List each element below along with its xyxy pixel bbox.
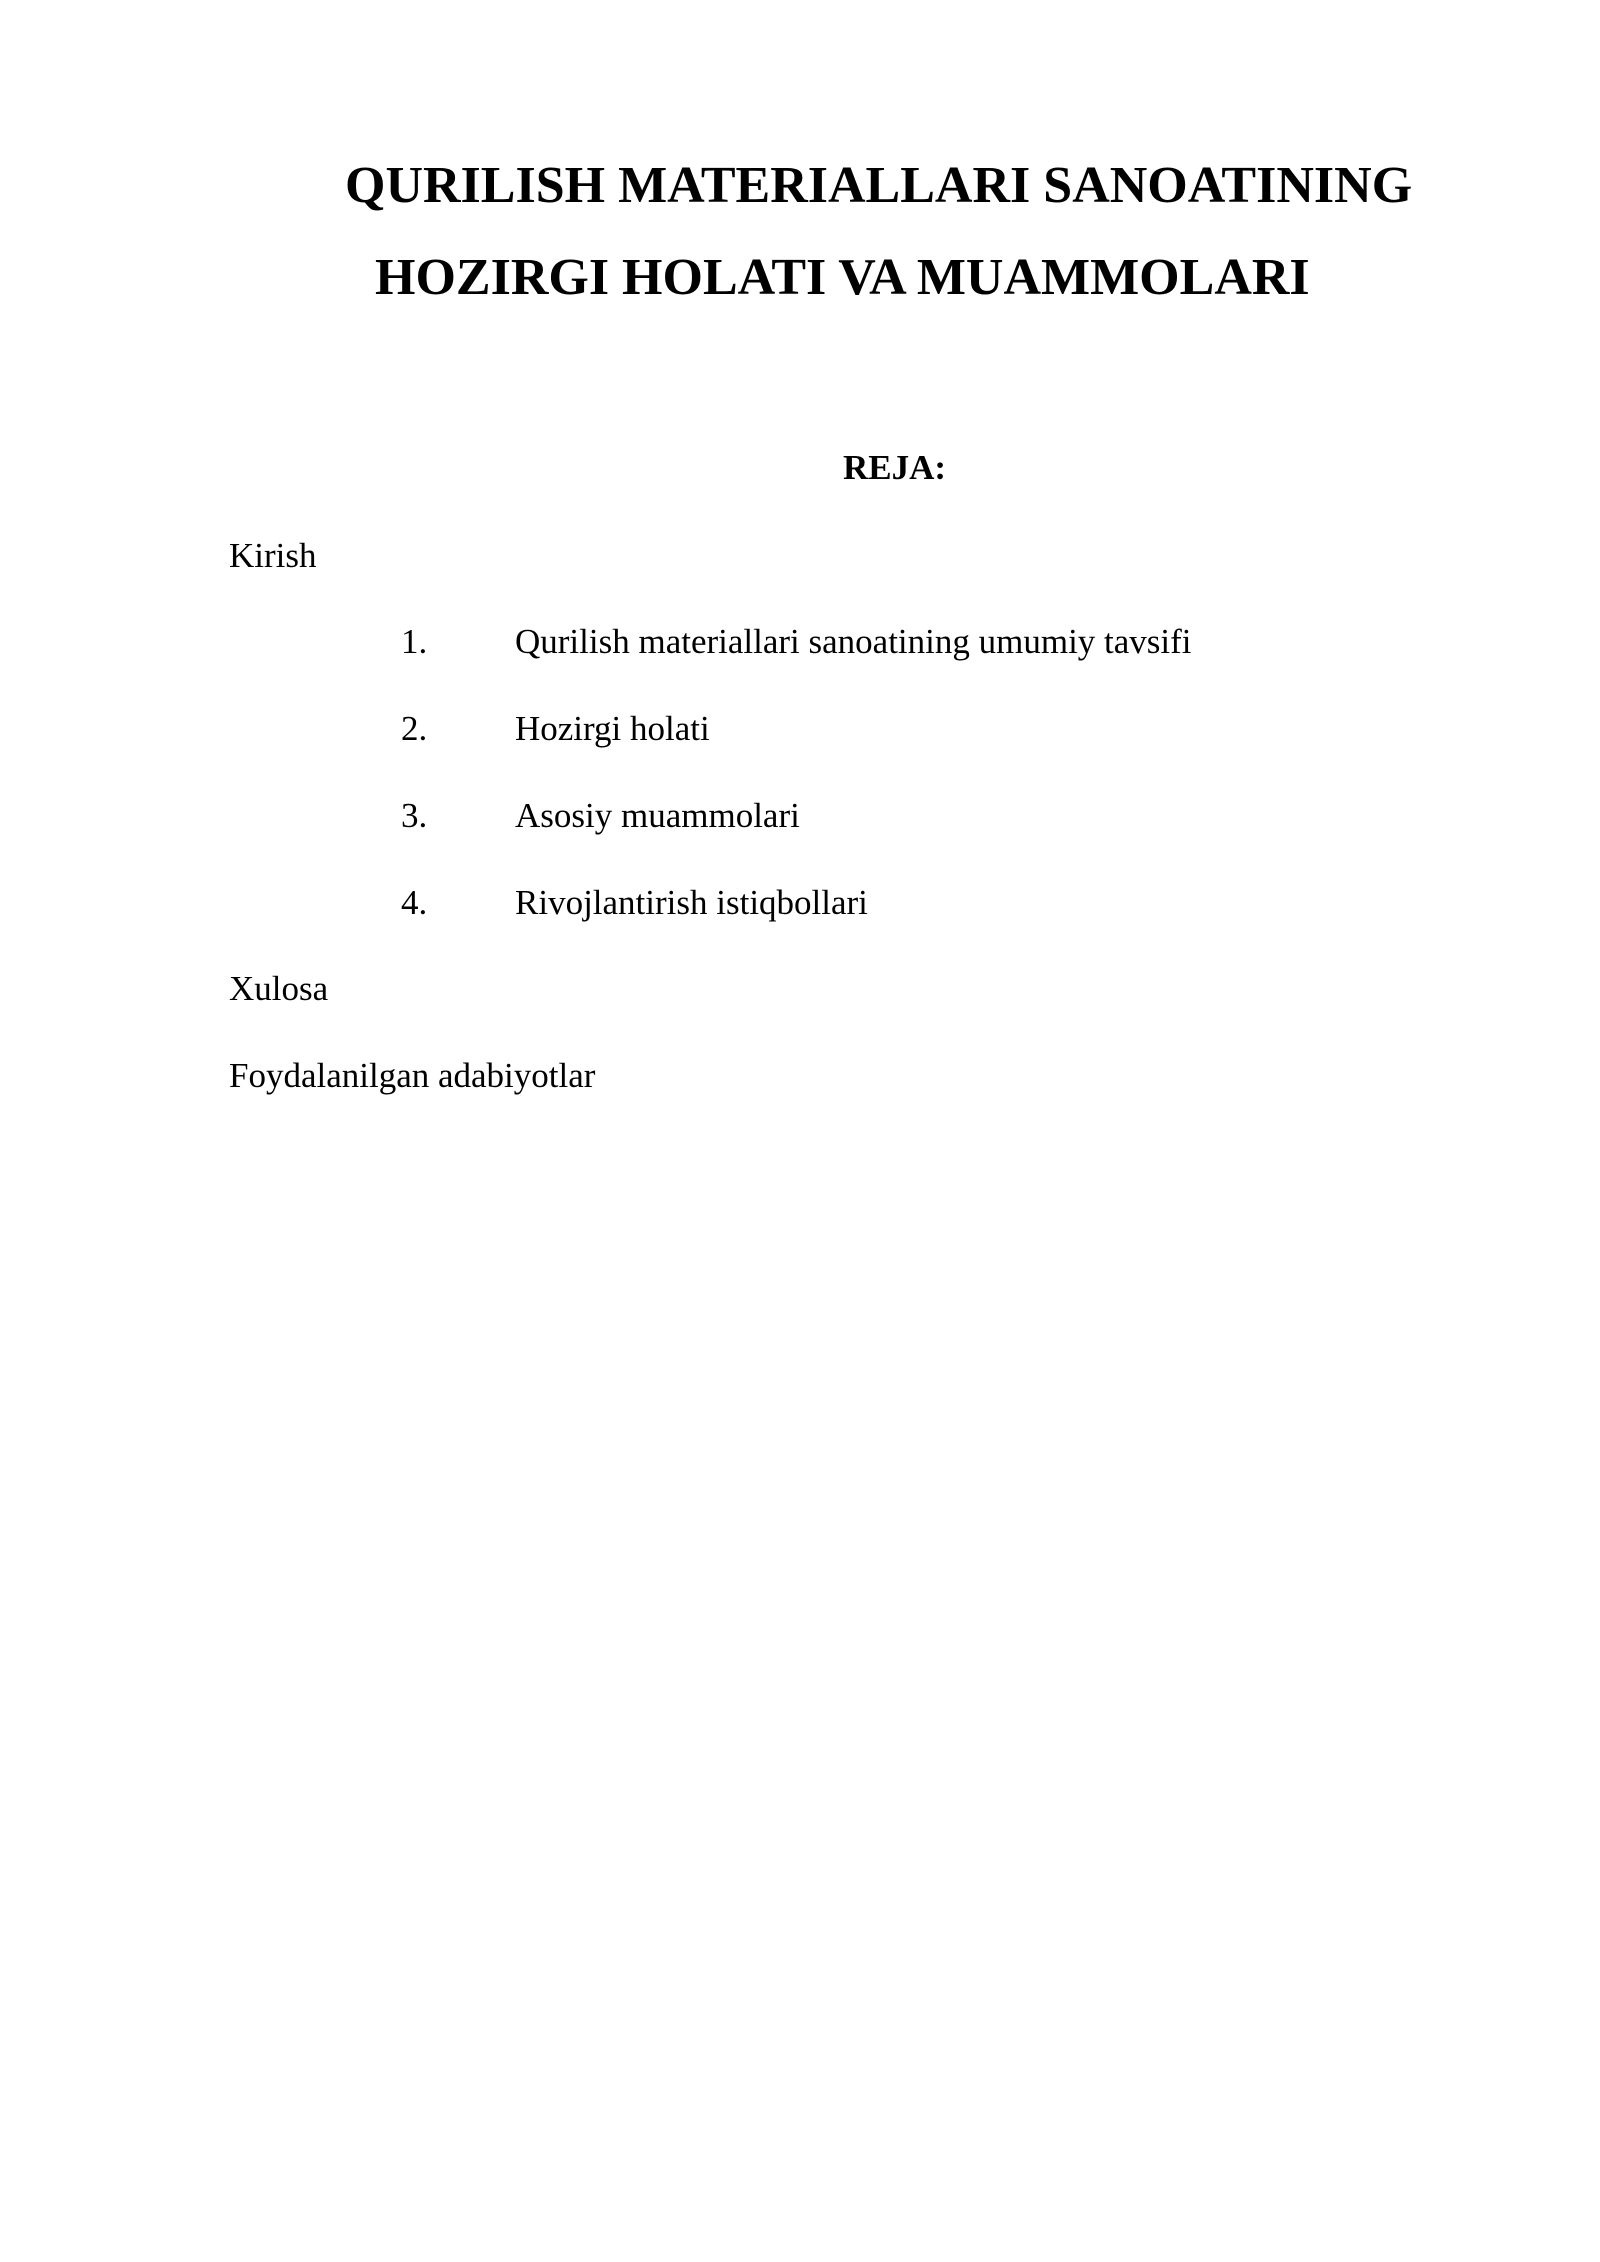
plan-heading: REJA: bbox=[843, 448, 947, 487]
plan-intro: Kirish bbox=[229, 536, 317, 575]
plan-list-item bbox=[0, 707, 1600, 751]
document-title-line-2: HOZIRGI HOLATI VA MUAMMOLARI bbox=[375, 249, 1310, 306]
plan-item-number: 3. bbox=[401, 796, 428, 835]
document-title-line-1: QURILISH MATERIALLARI SANOATINING bbox=[345, 157, 1413, 214]
plan-conclusion: Xulosa bbox=[229, 969, 329, 1008]
plan-item-label: Qurilish materiallari sanoatining umumiy tavsifi bbox=[515, 622, 1192, 661]
plan-item-number: 4. bbox=[401, 883, 428, 922]
plan-list-item bbox=[0, 881, 1600, 925]
plan-item-number: 2. bbox=[401, 709, 428, 748]
plan-item-number: 1. bbox=[401, 622, 428, 661]
plan-list-item bbox=[0, 794, 1600, 838]
plan-list-item bbox=[0, 620, 1600, 664]
plan-item-label: Rivojlantirish istiqbollari bbox=[515, 883, 868, 922]
plan-references: Foydalanilgan adabiyotlar bbox=[229, 1056, 596, 1095]
plan-item-label: Hozirgi holati bbox=[515, 709, 710, 748]
plan-item-label: Asosiy muammolari bbox=[515, 796, 800, 835]
